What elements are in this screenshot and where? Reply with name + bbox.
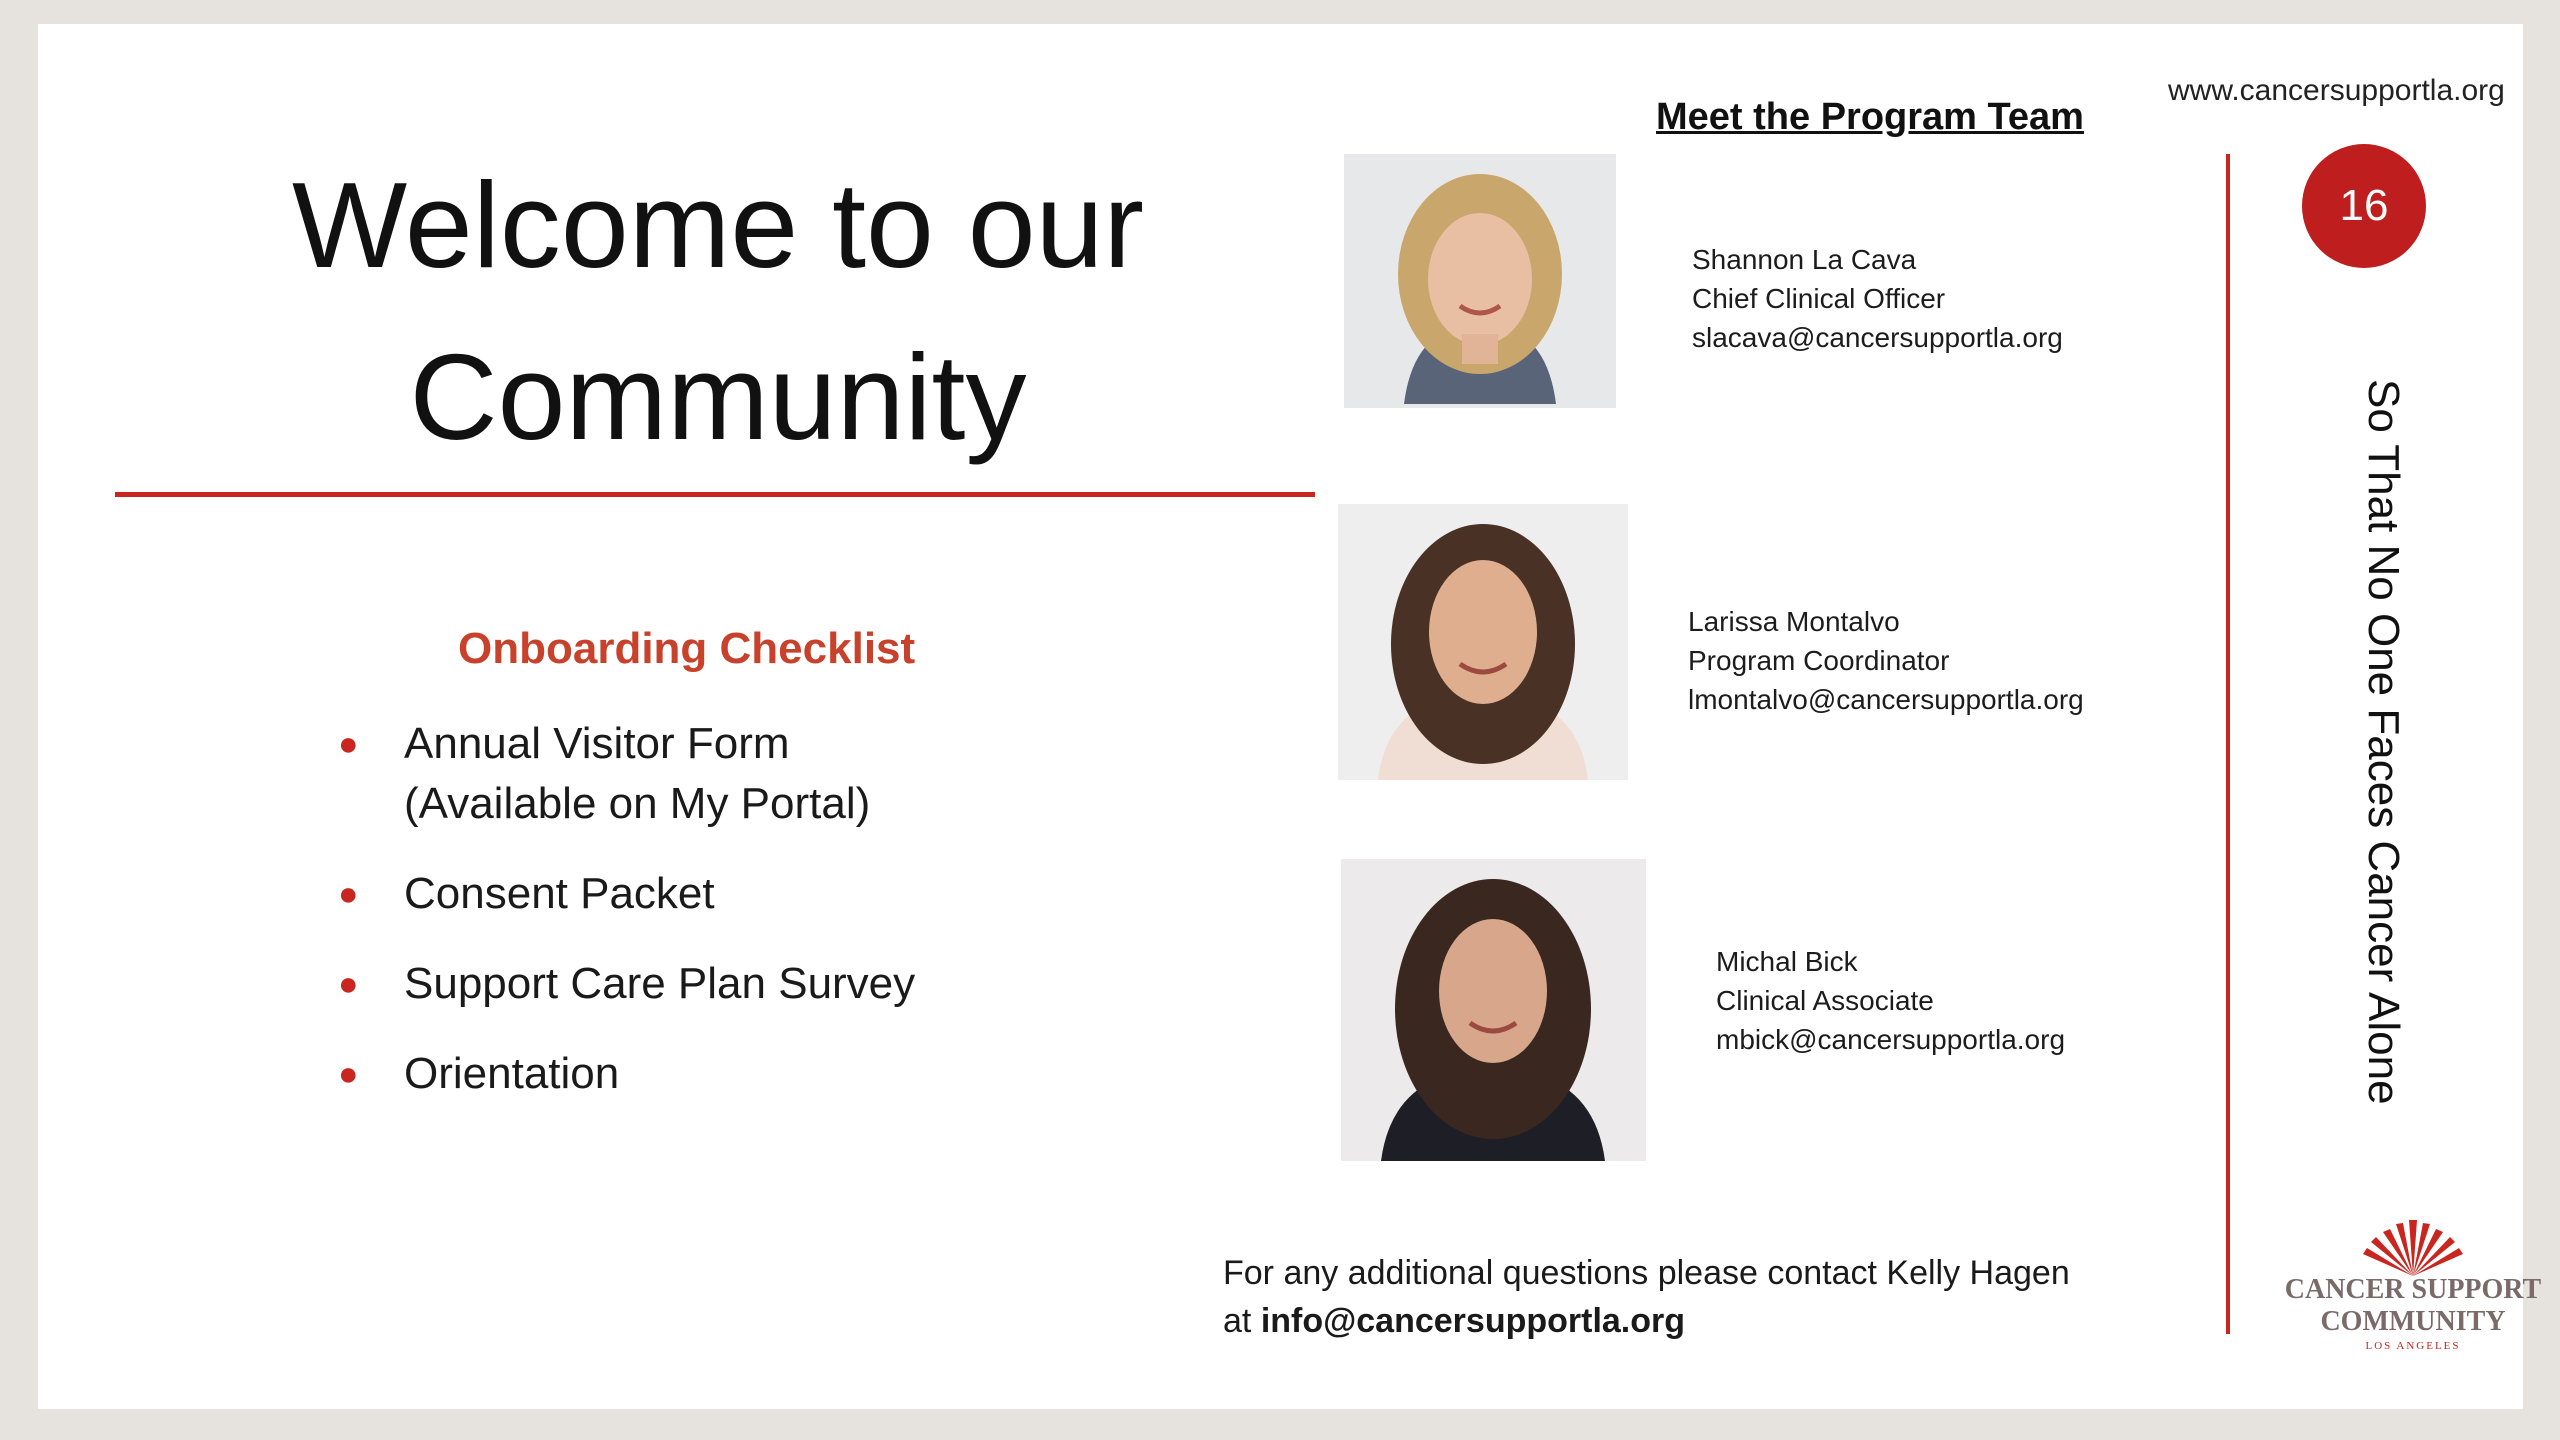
welcome-title xyxy=(98,139,1338,483)
member-title: Chief Clinical Officer xyxy=(1692,283,1946,314)
welcome-line-2: Community xyxy=(409,329,1027,465)
checklist xyxy=(338,714,915,1134)
welcome-line-1: Welcome to our xyxy=(291,157,1145,293)
checklist-item xyxy=(338,1044,915,1104)
checklist-item xyxy=(338,714,915,834)
welcome-divider xyxy=(115,492,1315,497)
member-name: Larissa Montalvo xyxy=(1688,606,1900,637)
contact-email: info@cancersupportla.org xyxy=(1260,1302,1686,1340)
logo-line-3: LOS ANGELES xyxy=(2365,1340,2461,1352)
checklist-title: Onboarding Checklist xyxy=(458,624,916,673)
member-email: mbick@cancersupportla.org xyxy=(1716,1024,2066,1055)
cancer-support-community-logo xyxy=(2263,1214,2560,1394)
member-title: Program Coordinator xyxy=(1688,645,1950,676)
bullet-icon: ● xyxy=(338,965,359,1003)
slide xyxy=(38,24,2542,1409)
bullet-icon: ● xyxy=(338,875,359,913)
member-email: lmontalvo@cancersupportla.org xyxy=(1688,684,2084,715)
portrait-icon xyxy=(1338,504,1628,780)
team-photo-shannon xyxy=(1344,154,1616,408)
portrait-icon xyxy=(1341,859,1646,1161)
team-photo-larissa xyxy=(1338,504,1628,780)
team-member-larissa xyxy=(1688,602,2084,719)
website-url: www.cancersupportla.org xyxy=(2168,74,2505,107)
logo-line-2: COMMUNITY xyxy=(2320,1306,2506,1337)
slide-number-badge: 16 xyxy=(2302,144,2426,268)
checklist-item xyxy=(338,954,915,1014)
tagline: So That No One Faces Cancer Alone xyxy=(2359,379,2408,1105)
contact-line-1: For any additional questions please contact Kelly Hagen xyxy=(1223,1254,2070,1292)
logo-line-1: CANCER SUPPORT xyxy=(2284,1274,2542,1305)
member-name: Michal Bick xyxy=(1716,946,1858,977)
bullet-icon: ● xyxy=(338,725,359,763)
bullet-icon: ● xyxy=(338,1055,359,1093)
checklist-item-sub: (Available on My Portal) xyxy=(404,779,871,828)
team-photo-michal xyxy=(1341,859,1646,1161)
portrait-icon xyxy=(1344,154,1616,408)
member-title: Clinical Associate xyxy=(1716,985,1934,1016)
contact-prefix: at xyxy=(1223,1302,1261,1340)
contact-line-2 xyxy=(1223,1297,2070,1345)
checklist-item-label: Orientation xyxy=(404,1049,620,1098)
member-email: slacava@cancersupportla.org xyxy=(1692,322,2063,353)
vertical-divider xyxy=(2226,154,2230,1334)
checklist-item-label: Annual Visitor Form xyxy=(404,719,790,768)
team-member-shannon xyxy=(1692,240,2063,357)
team-member-michal xyxy=(1716,942,2065,1059)
checklist-item-label: Consent Packet xyxy=(404,869,715,918)
checklist-item-label: Support Care Plan Survey xyxy=(404,959,916,1008)
checklist-item xyxy=(338,864,915,924)
member-name: Shannon La Cava xyxy=(1692,244,1917,275)
team-heading: Meet the Program Team xyxy=(1656,96,2084,138)
contact-note xyxy=(1223,1249,2070,1345)
